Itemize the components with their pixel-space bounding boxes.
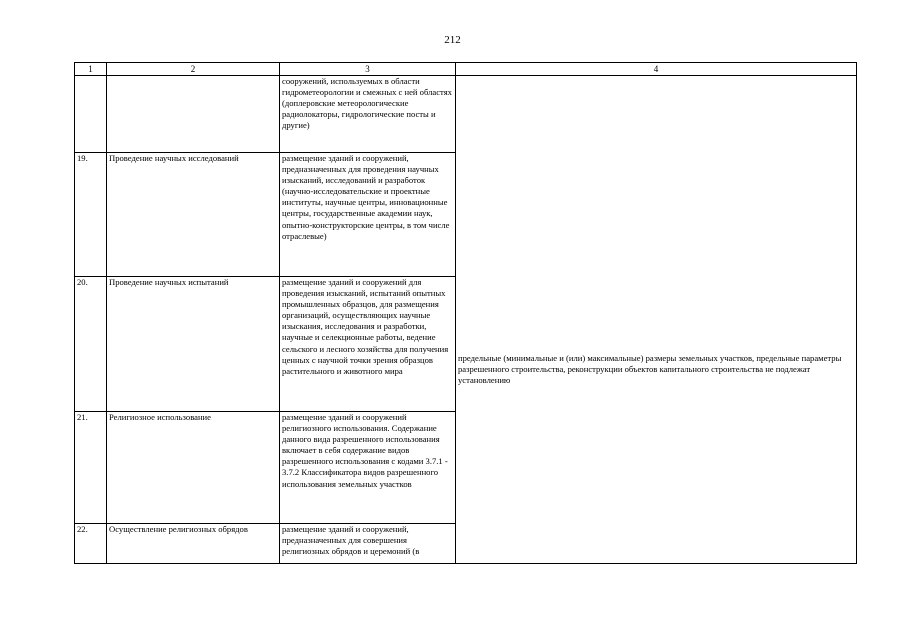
parameters-cell [456,76,857,564]
use-type-description: размещение зданий и сооружений, предназначенных для проведения научных изысканий, исследований и разработок (научно-исследовательские и проектные институты, научные центры, инновационные центры, государственные академии наук, опытно-конструкторские центры, в том числе отраслевые) [280,153,456,277]
use-type-description: сооружений, используемых в области гидрометеорологии и смежных с ней областях (доплеровские метеорологические радиолокаторы, гидрологические посты и другие) [280,76,456,153]
use-type-description: размещение зданий и сооружений, предназначенных для совершения религиозных обрядов и церемоний (в [280,524,456,564]
regulations-table [74,62,857,564]
use-type-name: Осуществление религиозных обрядов [107,524,280,564]
row-number: 21. [75,412,107,524]
parameters-text: предельные (минимальные и (или) максимальные) размеры земельных участков, предельные параметры разрешенного строительства, реконструкции объектов капитального строительства не подлежат установлению [458,353,842,386]
row-number: 20. [75,277,107,412]
column-header-4: 4 [456,63,857,76]
use-type-name [107,76,280,153]
page-number: 212 [444,34,461,46]
column-header-1: 1 [75,63,107,76]
use-type-name: Религиозное использование [107,412,280,524]
use-type-description: размещение зданий и сооружений религиозного использования. Содержание данного вида разрешенного использования включает в себя содержание видов разрешенного использования с кодами 3.7.1 - 3.7.2 Классификатора видов разрешенного использования земельных участков [280,412,456,524]
row-number [75,76,107,153]
column-header-3: 3 [280,63,456,76]
table-header-row [75,63,857,76]
use-type-description: размещение зданий и сооружений для проведения изысканий, испытаний опытных промышленных образцов, для размещения организаций, осуществляющих научные изыскания, исследования и разработки, научные и селекционные работы, ведение сельского и лесного хозяйства для получения ценных с научной точки зрения образцов растительного и животного мира [280,277,456,412]
row-number: 22. [75,524,107,564]
row-number: 19. [75,153,107,277]
column-header-2: 2 [107,63,280,76]
use-type-name: Проведение научных испытаний [107,277,280,412]
table-row [75,76,857,153]
use-type-name: Проведение научных исследований [107,153,280,277]
